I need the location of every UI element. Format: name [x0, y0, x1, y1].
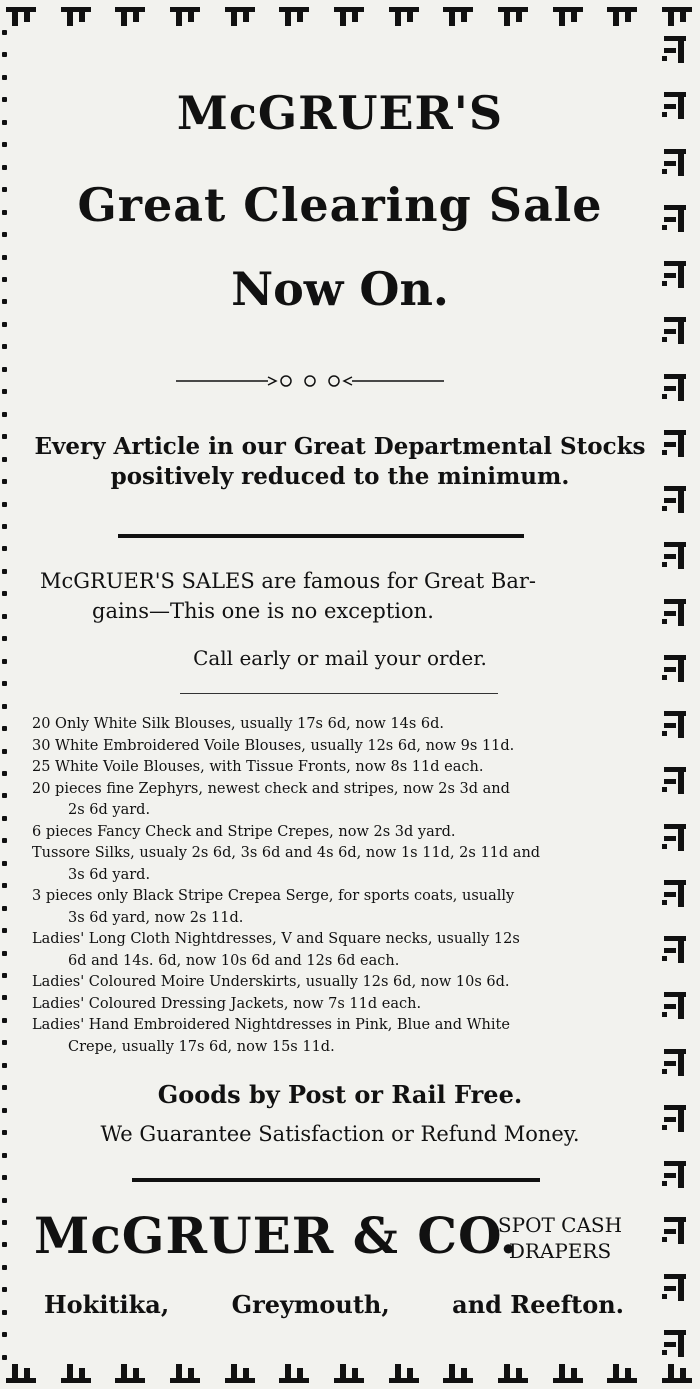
border-dot [2, 636, 7, 641]
border-glyph-icon [387, 4, 421, 28]
sale-item [32, 1015, 646, 1058]
border-glyph-icon [660, 761, 690, 797]
headline: Great Clearing Sale [77, 178, 603, 232]
border-glyph-icon [660, 424, 690, 460]
border-glyph-icon [496, 1362, 530, 1386]
border-glyph-icon [59, 4, 93, 28]
sale-item-line: Ladies' Hand Embroidered Nightdresses in Pink, Blue and White [32, 1017, 510, 1033]
border-dot [2, 255, 7, 260]
border-glyph-icon [660, 536, 690, 572]
sale-item-line: 6 pieces Fancy Check and Stripe Crepes, now 2s 3d yard. [32, 823, 456, 840]
border-dot [2, 1287, 7, 1292]
sale-item-line: 25 White Voile Blouses, with Tissue Fronts, now 8s 11d each. [32, 759, 484, 775]
border-dot [2, 524, 7, 529]
border-glyph-icon [551, 4, 585, 28]
sale-item-continuation: 3s 6d yard, now 2s 11d. [68, 909, 244, 926]
border-dot [2, 1085, 7, 1090]
sale-item [32, 736, 646, 758]
border-dot [2, 434, 7, 439]
border-glyph-icon [660, 30, 690, 66]
company-name: McGRUER & CO. [34, 1206, 519, 1265]
border-dot [2, 569, 7, 574]
sale-item-continuation: 3s 6d yard. [68, 866, 151, 883]
sale-item-line: 20 pieces fine Zephyrs, newest check and stripes, now 2s 3d and [32, 780, 510, 797]
border-dot [2, 614, 7, 619]
border-glyph-icon [660, 649, 690, 685]
border-dot [2, 726, 7, 731]
divider-rule [118, 534, 524, 538]
store-name: McGRUER'S [176, 86, 504, 140]
sale-item [32, 757, 646, 779]
sale-item [32, 843, 646, 886]
spot-line-2: DRAPERS [508, 1239, 612, 1263]
sale-item-line: Tussore Silks, usualy 2s 6d, 3s 6d and 4s 6d, now 1s 11d, 2s 11d and [32, 845, 541, 861]
border-dot [2, 502, 7, 507]
border-glyph-icon [660, 480, 690, 516]
border-glyph-icon [660, 1362, 694, 1386]
sale-item [32, 822, 646, 844]
border-dot [2, 749, 7, 754]
border-dot [2, 277, 7, 282]
border-dot [2, 1310, 7, 1315]
border-glyph-icon [332, 1362, 366, 1386]
thin-divider [180, 693, 498, 694]
call-early-text: Call early or mail your order. [193, 646, 487, 670]
border-glyph-icon [660, 986, 690, 1022]
border-dot [2, 299, 7, 304]
border-dot [2, 1242, 7, 1247]
sale-item-line: 20 Only White Silk Blouses, usually 17s 6d, now 14s 6d. [32, 716, 445, 732]
border-dot [2, 165, 7, 170]
border-glyph-icon [660, 86, 690, 122]
border-dot [2, 389, 7, 394]
border-dot [2, 479, 7, 484]
sale-item [32, 714, 646, 736]
sale-item-continuation: 6d and 14s. 6d, now 10s 6d and 12s 6d each. [68, 952, 400, 969]
border-glyph-icon [660, 818, 690, 854]
border-dot [2, 861, 7, 866]
border-dot [2, 951, 7, 956]
town-list [44, 1290, 624, 1319]
border-dot [2, 928, 7, 933]
right-border [660, 30, 696, 1360]
town-hokitika: Hokitika, [44, 1290, 170, 1319]
ornament-divider [176, 372, 444, 390]
sale-item-continuation: 2s 6d yard. [68, 802, 151, 818]
border-glyph-icon [59, 1362, 93, 1386]
border-glyph-icon [387, 1362, 421, 1386]
border-dot [2, 322, 7, 327]
border-glyph-icon [660, 1155, 690, 1191]
intro-text [20, 432, 660, 492]
border-dot [2, 1332, 7, 1337]
border-dot [2, 30, 7, 35]
border-dot [2, 75, 7, 80]
border-dot [2, 142, 7, 147]
border-glyph-icon [277, 4, 311, 28]
border-dot [2, 97, 7, 102]
sale-item-line: 30 White Embroidered Voile Blouses, usually 12s 6d, now 9s 11d. [32, 737, 515, 754]
border-glyph-icon [441, 4, 475, 28]
sale-item-line: 3 pieces only Black Stripe Crepea Serge, for sports coats, usually [32, 888, 515, 904]
town-reefton: and Reefton. [452, 1290, 624, 1319]
sale-item-line: Ladies' Coloured Moire Underskirts, usually 12s 6d, now 10s 6d. [32, 974, 510, 990]
border-glyph-icon [660, 1268, 690, 1304]
sale-items-list [32, 714, 646, 1058]
border-dot [2, 412, 7, 417]
border-glyph-icon [660, 1324, 690, 1360]
top-border [4, 4, 694, 30]
border-glyph-icon [660, 1099, 690, 1135]
border-glyph-icon [660, 593, 690, 629]
border-glyph-icon [4, 1362, 38, 1386]
border-glyph-icon [332, 4, 366, 28]
guarantee-line: We Guarantee Satisfaction or Refund Money. [100, 1122, 580, 1146]
border-glyph-icon [660, 368, 690, 404]
sale-item [32, 886, 646, 929]
border-glyph-icon [113, 1362, 147, 1386]
border-glyph-icon [113, 4, 147, 28]
spot-cash-label [480, 1212, 640, 1264]
border-dot [2, 457, 7, 462]
subheadline: Now On. [231, 262, 449, 316]
border-dot [2, 1175, 7, 1180]
border-glyph-icon [605, 1362, 639, 1386]
border-dot [2, 1040, 7, 1045]
border-glyph-icon [223, 1362, 257, 1386]
border-dot [2, 1355, 7, 1360]
border-dot [2, 659, 7, 664]
sale-item [32, 972, 646, 994]
border-glyph-icon [660, 1043, 690, 1079]
border-dot [2, 973, 7, 978]
border-dot [2, 120, 7, 125]
famous-paragraph [40, 566, 640, 626]
border-glyph-icon [4, 4, 38, 28]
famous-line-1: McGRUER'S SALES are famous for Great Bar- [40, 569, 536, 593]
border-dot [2, 344, 7, 349]
border-dot [2, 1063, 7, 1068]
border-glyph-icon [660, 930, 690, 966]
border-glyph-icon [223, 4, 257, 28]
bottom-border [4, 1362, 694, 1386]
border-dot [2, 52, 7, 57]
border-dot [2, 591, 7, 596]
footer-rule [132, 1178, 540, 1182]
border-dot [2, 704, 7, 709]
border-dot [2, 771, 7, 776]
border-dot [2, 1265, 7, 1270]
border-dot [2, 883, 7, 888]
sale-item-line: Ladies' Long Cloth Nightdresses, V and Square necks, usually 12s [32, 931, 520, 947]
border-dot [2, 816, 7, 821]
border-dot [2, 187, 7, 192]
border-glyph-icon [660, 874, 690, 910]
border-glyph-icon [551, 1362, 585, 1386]
spot-line-1: SPOT CASH [497, 1213, 623, 1237]
border-dot [2, 995, 7, 1000]
border-dot [2, 367, 7, 372]
border-glyph-icon [660, 255, 690, 291]
border-dot [2, 1108, 7, 1113]
border-dot [2, 1220, 7, 1225]
border-glyph-icon [168, 1362, 202, 1386]
border-glyph-icon [277, 1362, 311, 1386]
border-dot [2, 681, 7, 686]
border-glyph-icon [605, 4, 639, 28]
border-dot [2, 546, 7, 551]
border-glyph-icon [660, 311, 690, 347]
intro-line-1: Every Article in our Great Departmental Stocks [34, 433, 646, 460]
left-border [2, 30, 10, 1360]
border-dot [2, 1018, 7, 1023]
border-glyph-icon [441, 1362, 475, 1386]
border-dot [2, 232, 7, 237]
border-glyph-icon [496, 4, 530, 28]
border-dot [2, 906, 7, 911]
sale-item-continuation: Crepe, usually 17s 6d, now 15s 11d. [68, 1038, 335, 1055]
border-dot [2, 793, 7, 798]
border-glyph-icon [660, 4, 694, 28]
border-dot [2, 210, 7, 215]
sale-item [32, 779, 646, 822]
border-glyph-icon [660, 1211, 690, 1247]
border-glyph-icon [168, 4, 202, 28]
intro-line-2: positively reduced to the minimum. [110, 463, 570, 490]
famous-line-2: gains—This one is no exception. [92, 599, 434, 623]
goods-line: Goods by Post or Rail Free. [157, 1080, 523, 1109]
border-glyph-icon [660, 143, 690, 179]
sale-item [32, 929, 646, 972]
border-dot [2, 1153, 7, 1158]
border-dot [2, 1198, 7, 1203]
town-greymouth: Greymouth, [231, 1290, 390, 1319]
sale-item-line: Ladies' Coloured Dressing Jackets, now 7s 11d each. [32, 995, 422, 1012]
border-dot [2, 1130, 7, 1135]
border-glyph-icon [660, 199, 690, 235]
border-glyph-icon [660, 705, 690, 741]
border-dot [2, 838, 7, 843]
sale-item [32, 994, 646, 1016]
